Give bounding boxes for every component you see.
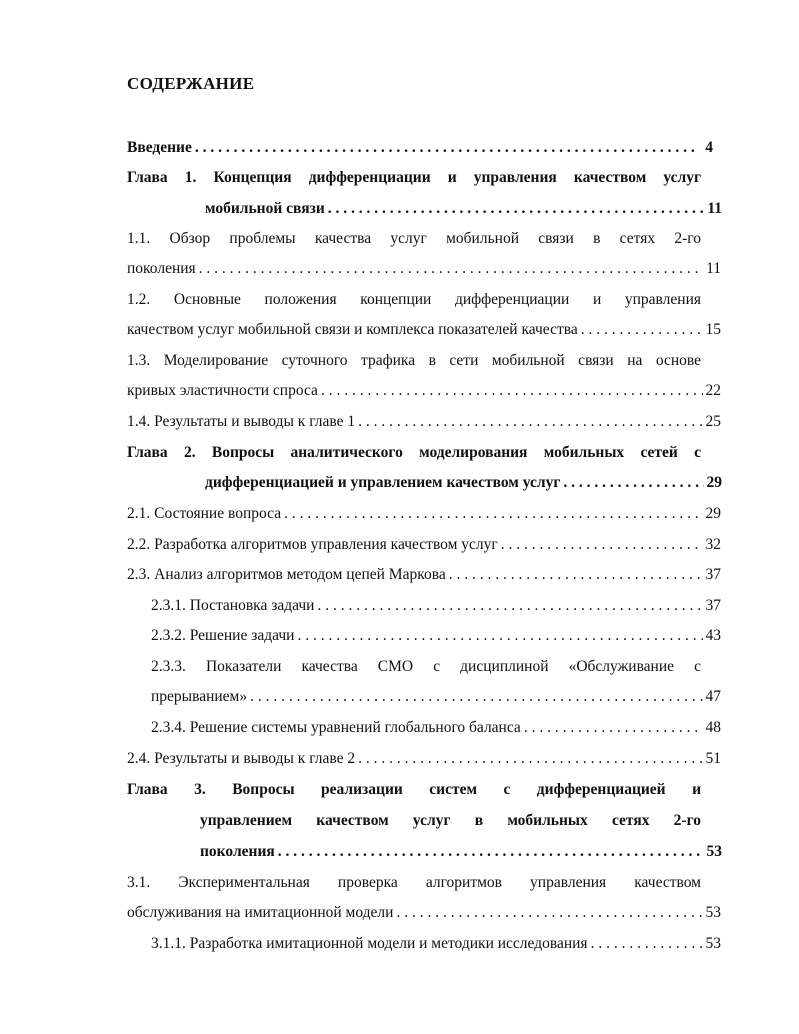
toc-entry-title-line2: обслуживания на имитационной модели xyxy=(127,904,394,921)
dot-leader xyxy=(195,137,696,159)
toc-page-number: 47 xyxy=(705,688,721,705)
toc-page-number: 43 xyxy=(705,627,721,644)
page-title: СОДЕРЖАНИЕ xyxy=(127,74,255,93)
toc-entry-2-3-4[interactable] xyxy=(151,717,721,739)
toc-entry-chapter-3-cont[interactable] xyxy=(200,810,701,832)
toc-entry-title-line2: кривых эластичности спроса xyxy=(127,382,318,399)
dot-leader xyxy=(581,319,703,341)
toc-entry-title-line1: 1.2. Основные положения концепции дифференциации и управления xyxy=(127,291,701,308)
toc-entry-title: 2.3.2. Решение задачи xyxy=(151,627,295,644)
toc-entry-chapter-2-cont[interactable] xyxy=(205,472,722,494)
toc-entry-introduction[interactable] xyxy=(127,137,713,159)
toc-entry-title-line2: поколения xyxy=(127,260,196,277)
toc-entry-2-3[interactable] xyxy=(127,564,721,586)
toc-entry-title: 2.4. Результаты и выводы к главе 2 xyxy=(127,750,356,767)
toc-entry-title-line3: поколения xyxy=(200,843,275,860)
toc-entry-1-2-cont[interactable] xyxy=(127,319,721,341)
toc-entry-title-line1: Глава 1. Концепция дифференциации и управления качеством услуг xyxy=(127,169,701,186)
toc-entry-title-line1: 3.1. Экспериментальная проверка алгоритмов управления качеством xyxy=(127,874,701,891)
dot-leader xyxy=(396,902,702,924)
toc-page-number: 37 xyxy=(705,597,721,614)
toc-entry-1-3-cont[interactable] xyxy=(127,380,721,402)
toc-entry-1-1[interactable] xyxy=(127,228,701,250)
toc-entry-title-line1: Глава 3. Вопросы реализации систем с дифференциацией и xyxy=(127,781,701,798)
toc-entry-3-1-cont[interactable] xyxy=(127,902,721,924)
toc-entry-2-4[interactable] xyxy=(127,748,721,770)
toc-entry-title-line1: 2.3.3. Показатели качества СМО с дисциплиной «Обслуживание с xyxy=(151,658,701,675)
toc-entry-1-4[interactable] xyxy=(127,411,721,433)
toc-entry-chapter-1-cont[interactable] xyxy=(205,198,722,220)
toc-entry-title-line2: управлением качеством услуг в мобильных сетях 2-го xyxy=(200,812,701,829)
toc-entry-title-line1: Глава 2. Вопросы аналитического моделирования мобильных сетей с xyxy=(127,444,701,461)
toc-entry-title-line2: качеством услуг мобильной связи и комплекса показателей качества xyxy=(127,321,578,338)
toc-entry-1-1-cont[interactable] xyxy=(127,258,721,280)
dot-leader xyxy=(563,472,703,494)
dot-leader xyxy=(524,717,703,739)
dot-leader xyxy=(199,258,703,280)
dot-leader xyxy=(317,595,702,617)
toc-entry-title: 2.3. Анализ алгоритмов методом цепей Маркова xyxy=(127,566,446,583)
toc-page-number: 53 xyxy=(705,935,721,952)
dot-leader xyxy=(284,503,702,525)
toc-page-number: 22 xyxy=(705,382,721,399)
toc-page-number: 4 xyxy=(705,139,713,156)
dot-leader xyxy=(501,534,703,556)
toc-page-number: 25 xyxy=(705,413,721,430)
dot-leader xyxy=(297,625,702,647)
dot-leader xyxy=(591,933,703,955)
toc-entry-chapter-1[interactable] xyxy=(127,167,701,189)
toc-entry-title-line2: прерыванием» xyxy=(151,688,248,705)
toc-entry-2-2[interactable] xyxy=(127,534,721,556)
dot-leader xyxy=(358,411,702,433)
toc-page-number: 15 xyxy=(705,321,721,338)
toc-entry-title: 2.3.1. Постановка задачи xyxy=(151,597,315,614)
toc-entry-title: 2.3.4. Решение системы уравнений глобального баланса xyxy=(151,719,521,736)
dot-leader xyxy=(358,748,702,770)
toc-entry-2-1[interactable] xyxy=(127,503,721,525)
toc-entry-title-line1: 1.3. Моделирование суточного трафика в сети мобильной связи на основе xyxy=(127,352,701,369)
dot-leader xyxy=(328,198,705,220)
toc-page-number: 32 xyxy=(705,536,721,553)
toc-entry-title: 2.2. Разработка алгоритмов управления качеством услуг xyxy=(127,536,498,553)
toc-page-number: 53 xyxy=(706,843,722,860)
dot-leader xyxy=(278,841,704,863)
toc-page-number: 11 xyxy=(707,200,722,217)
toc-entry-title: 1.4. Результаты и выводы к главе 1 xyxy=(127,413,356,430)
toc-page-number: 29 xyxy=(706,474,722,491)
toc-entry-chapter-3-cont2[interactable] xyxy=(200,841,722,863)
toc-entry-2-3-1[interactable] xyxy=(151,595,721,617)
toc-entry-chapter-2[interactable] xyxy=(127,442,701,464)
toc-entry-title-line2: дифференциацией и управлением качеством услуг xyxy=(205,474,561,491)
toc-entry-title: 2.1. Состояние вопроса xyxy=(127,505,282,522)
toc-entry-2-3-3-cont[interactable] xyxy=(151,686,721,708)
toc-entry-title-line1: 1.1. Обзор проблемы качества услуг мобильной связи в сетях 2-го xyxy=(127,230,701,247)
toc-page-number: 48 xyxy=(705,719,721,736)
toc-page-number: 37 xyxy=(705,566,721,583)
dot-leader xyxy=(250,686,702,708)
toc-entry-3-1[interactable] xyxy=(127,872,701,894)
toc-entry-2-3-3[interactable] xyxy=(151,656,701,678)
toc-entry-2-3-2[interactable] xyxy=(151,625,721,647)
toc-page-number: 11 xyxy=(706,260,721,277)
toc-page-number: 53 xyxy=(705,904,721,921)
toc-entry-chapter-3[interactable] xyxy=(127,779,701,801)
dot-leader xyxy=(321,380,703,402)
toc-entry-title-line2: мобильной связи xyxy=(205,200,325,217)
toc-entry-3-1-1[interactable] xyxy=(151,933,721,955)
dot-leader xyxy=(449,564,703,586)
toc-entry-1-2[interactable] xyxy=(127,289,701,311)
toc-page-number: 29 xyxy=(705,505,721,522)
toc-entry-title: 3.1.1. Разработка имитационной модели и методики исследования xyxy=(151,935,588,952)
toc-entry-1-3[interactable] xyxy=(127,350,701,372)
toc-page-number: 51 xyxy=(705,750,721,767)
toc-entry-title: Введение xyxy=(127,139,192,156)
